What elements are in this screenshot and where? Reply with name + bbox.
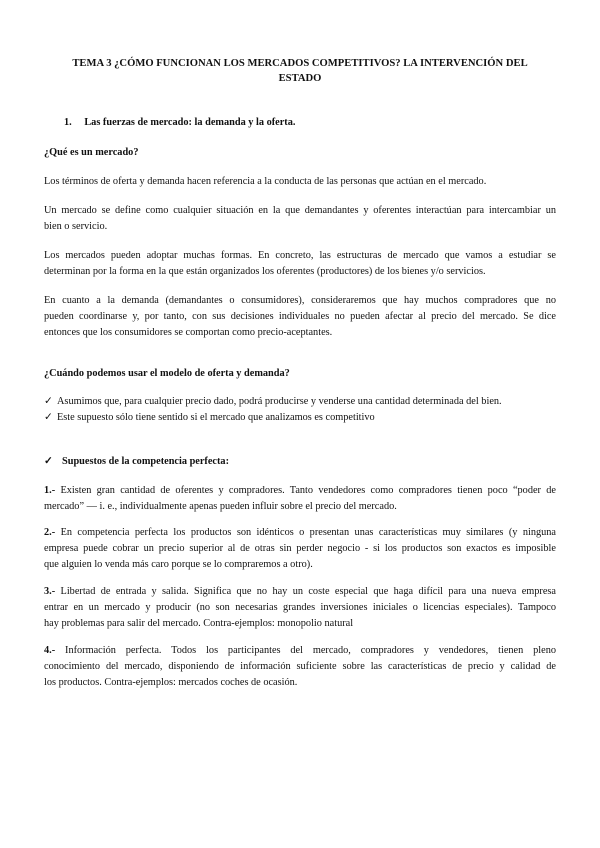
heading-supuestos-competencia [44,454,556,470]
assumption-2-text-1: En competencia perfecta los productos son idénticos o presentan unas características muy similares (y ninguna [55,527,556,538]
assumption-3-line-3: hay problemas para salir del mercado. Contra-ejemplos: monopolio natural [44,618,354,629]
paragraph-demanda-line-1: En cuanto a la demanda (demandantes o consumidores), consideraremos que hay muchos compradores que no [44,295,556,306]
paragraph-mercado-line-1: Un mercado se define como cualquier situación en la que demandantes y oferentes interactúan para intercambiar un [44,205,556,216]
assumption-4-line-2: conocimiento del mercado, disponiendo de información suficiente sobre las características de precio y calidad de [44,661,556,672]
title-line-1: TEMA 3 ¿CÓMO FUNCIONAN LOS MERCADOS COMPETITIVOS? LA INTERVENCIÓN DEL [72,58,528,69]
assumption-3-number: 3.- [44,586,56,597]
title-line-2: ESTADO [278,73,322,84]
check-icon: ✓ [44,456,53,467]
assumption-1-line-2: mercado” — i. e., individualmente apenas pueden influir sobre el precio del mercado. [44,501,397,512]
paragraph-mercado-line-2: bien o servicio. [44,221,108,232]
check-item-1 [44,394,556,410]
heading-que-es-mercado: ¿Qué es un mercado? [44,147,139,158]
check-icon: ✓ [44,412,53,423]
heading-cuando-usar-modelo: ¿Cuándo podemos usar el modelo de oferta y demanda? [44,368,290,379]
paragraph-demanda-line-2: pueden coordinarse y, por tanto, con sus decisiones individuales no pueden afectar al precio del mercado. Se dice [44,311,556,322]
assumption-1-line-1 [44,483,556,499]
section-title: Las fuerzas de mercado: la demanda y la oferta. [84,117,296,128]
assumption-2-line-1 [44,525,556,541]
assumption-4-text-1: Información perfecta. Todos los participantes del mercado, compradores y vendedores, tienen pleno [55,645,556,656]
assumption-2-number: 2.- [44,527,56,538]
assumption-4-line-3: los productos. Contra-ejemplos: mercados coches de ocasión. [44,677,298,688]
assumption-1-number: 1.- [44,485,56,496]
assumption-3-line-1 [44,584,556,600]
paragraph-formas-line-2: determinan por la forma en la que están organizados los oferentes (productores) de los bienes y/o servicios. [44,266,486,277]
section-number: 1. [64,117,72,128]
section-heading [64,115,534,131]
assumption-4-number: 4.- [44,645,56,656]
assumption-2-line-3: que alguien lo venda más caro porque se lo compraremos a otro). [44,559,313,570]
document-title [60,56,540,86]
check-item-2-text: Este supuesto sólo tiene sentido si el mercado que analizamos es competitivo [57,412,375,423]
check-icon: ✓ [44,396,53,407]
check-item-1-text: Asumimos que, para cualquier precio dado, podrá producirse y venderse una cantidad determinada del bien. [57,396,502,407]
assumption-4-line-1 [44,643,556,659]
check-item-2 [44,410,556,426]
assumption-1-text-1: Existen gran cantidad de oferentes y compradores. Tanto vendedores como compradores tienen poco “poder de [55,485,556,496]
paragraph-demanda-line-3: entonces que los consumidores se comportan como precio-aceptantes. [44,327,333,338]
assumption-2-line-2: empresa puede cobrar un precio superior al de otras sin perder negocio - si los productos son exactos es imposible [44,543,556,554]
paragraph-terminos: Los términos de oferta y demanda hacen referencia a la conducta de las personas que actúan en el mercado. [44,176,487,187]
heading-supuestos-text: Supuestos de la competencia perfecta: [62,456,230,467]
assumption-3-text-1: Libertad de entrada y salida. Significa que no hay un coste especial que haga difícil para una nueva empresa [55,586,556,597]
paragraph-formas-line-1: Los mercados pueden adoptar muchas formas. En concreto, las estructuras de mercado que vamos a estudiar se [44,250,556,261]
assumption-3-line-2: entrar en un mercado y producir (no son necesarias grandes inversiones iniciales o licencias especiales). Tampoco [44,602,556,613]
